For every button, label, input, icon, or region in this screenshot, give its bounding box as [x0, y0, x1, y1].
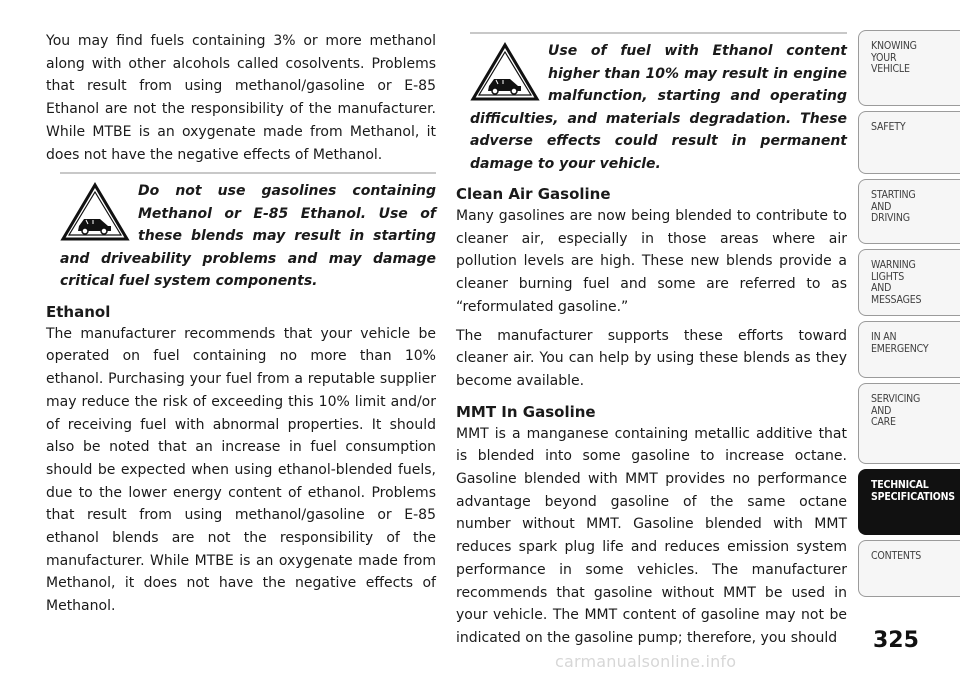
clean-air-paragraph-2: The manufacturer supports these efforts toward cleaner air. You can help by using these blends as they become available.: [456, 327, 847, 389]
mmt-paragraph: MMT is a manganese containing metallic additive that is blended into some gasoline to increase octane. Gasoline blended with MMT provides no performance advantage beyond gasoline of the same octane number without MMT. Gasoline blended with MMT reduces spark plug life and reduces emission system performance in some vehicles. The manufacturer recommends that gasoline without MMT be used in your vehicle. The MMT content of gasoline may not be indicated on the gasoline pump; therefore, you should: [456, 425, 847, 646]
ethanol-paragraph: The manufacturer recommends that your vehicle be operated on fuel containing no more than 10% ethanol. Purchasing your fuel from a reputable supplier may reduce the risk of exceeding this 10% limit and/or of receiving fuel with abnormal properties. It should also be noted that an increase in fuel consumption should be expected when using ethanol-blended fuels, due to the lower energy content of ethanol. Problems that result from using methanol/gasoline or E-85 ethanol blends are not the responsibility of the manufacturer. While MTBE is an oxygenate made from Methanol, it does not have the negative effects of Methanol.: [46, 325, 436, 615]
chapter-tab-label: SERVICING: [871, 393, 921, 405]
chapter-tab-contents[interactable]: [858, 540, 960, 597]
chapter-tab-label: VEHICLE: [871, 63, 910, 75]
chapter-tab-label: STARTING: [871, 189, 916, 201]
chapter-tab-label: SPECIFICATIONS: [871, 490, 955, 503]
chapter-tabs: [858, 30, 960, 602]
chapter-tab-servicing-and-care[interactable]: [858, 383, 960, 464]
warning-triangle-car-icon: [60, 182, 130, 242]
mmt-heading: MMT In Gasoline: [456, 402, 596, 421]
chapter-tab-label: CONTENTS: [871, 550, 922, 562]
warning-text: Use of fuel with Ethanol content higher than 10% may result in engine malfunction, starting and operating difficulties, and materials degradation. These adverse effects could result in permanent damage to your vehicle.: [470, 43, 847, 172]
chapter-tab-in-an-emergency[interactable]: [858, 321, 960, 378]
chapter-tab-starting-and-driving[interactable]: [858, 179, 960, 244]
chapter-tab-label: LIGHTS: [871, 270, 905, 283]
chapter-tab-label: IN AN: [871, 331, 897, 343]
chapter-tab-label: DRIVING: [871, 212, 910, 224]
chapter-tab-label: CARE: [871, 416, 896, 428]
intro-paragraph: You may find fuels containing 3% or more methanol along with other alcohols called cosolvents. Problems that result from using methanol/gasoline or E-85 Ethanol are not the responsibility of the manufacturer. While MTBE is an oxygenate made from Methanol, it does not have the negative effects of Methanol.: [46, 33, 436, 163]
clean-air-heading: Clean Air Gasoline: [456, 185, 611, 203]
clean-air-paragraph-1: Many gasolines are now being blended to contribute to cleaner air, especially in those areas where air pollution levels are high. These new blends provide a cleaner burning fuel and some are referred to as “reformulated gasoline.”: [456, 208, 847, 315]
warning-divider: [470, 32, 847, 34]
chapter-tab-label: AND: [871, 282, 892, 294]
chapter-tab-label: WARNING: [871, 259, 916, 271]
chapter-tab-label: EMERGENCY: [871, 342, 929, 355]
right-column: [456, 30, 847, 650]
chapter-tab-label: MESSAGES: [871, 293, 922, 306]
warning-divider: [60, 172, 436, 174]
page-number: 325: [873, 628, 919, 653]
chapter-tab-label: AND: [871, 200, 892, 213]
watermark: carmanualsonline.info: [555, 652, 737, 671]
chapter-tab-label: TECHNICAL: [871, 479, 929, 491]
chapter-tab-label: YOUR: [871, 51, 897, 64]
chapter-tab-safety[interactable]: [858, 111, 960, 174]
ethanol-warning: [470, 32, 847, 175]
chapter-tab-label: SAFETY: [871, 121, 906, 133]
chapter-tab-warning-lights-and-messages[interactable]: [858, 249, 960, 316]
chapter-tab-technical-specifications[interactable]: [858, 469, 960, 535]
chapter-tab-label: KNOWING: [871, 40, 917, 52]
warning-text: Do not use gasolines containing Methanol or E-85 Ethanol. Use of these blends may result in starting and driveability problems and may damage critical fuel system components.: [60, 183, 436, 290]
chapter-tab-knowing-your-vehicle[interactable]: [858, 30, 960, 106]
warning-triangle-car-icon: [470, 42, 540, 102]
ethanol-heading: Ethanol: [46, 302, 111, 321]
methanol-warning: [60, 172, 436, 293]
chapter-tab-label: AND: [871, 404, 892, 417]
left-column: [46, 30, 436, 618]
